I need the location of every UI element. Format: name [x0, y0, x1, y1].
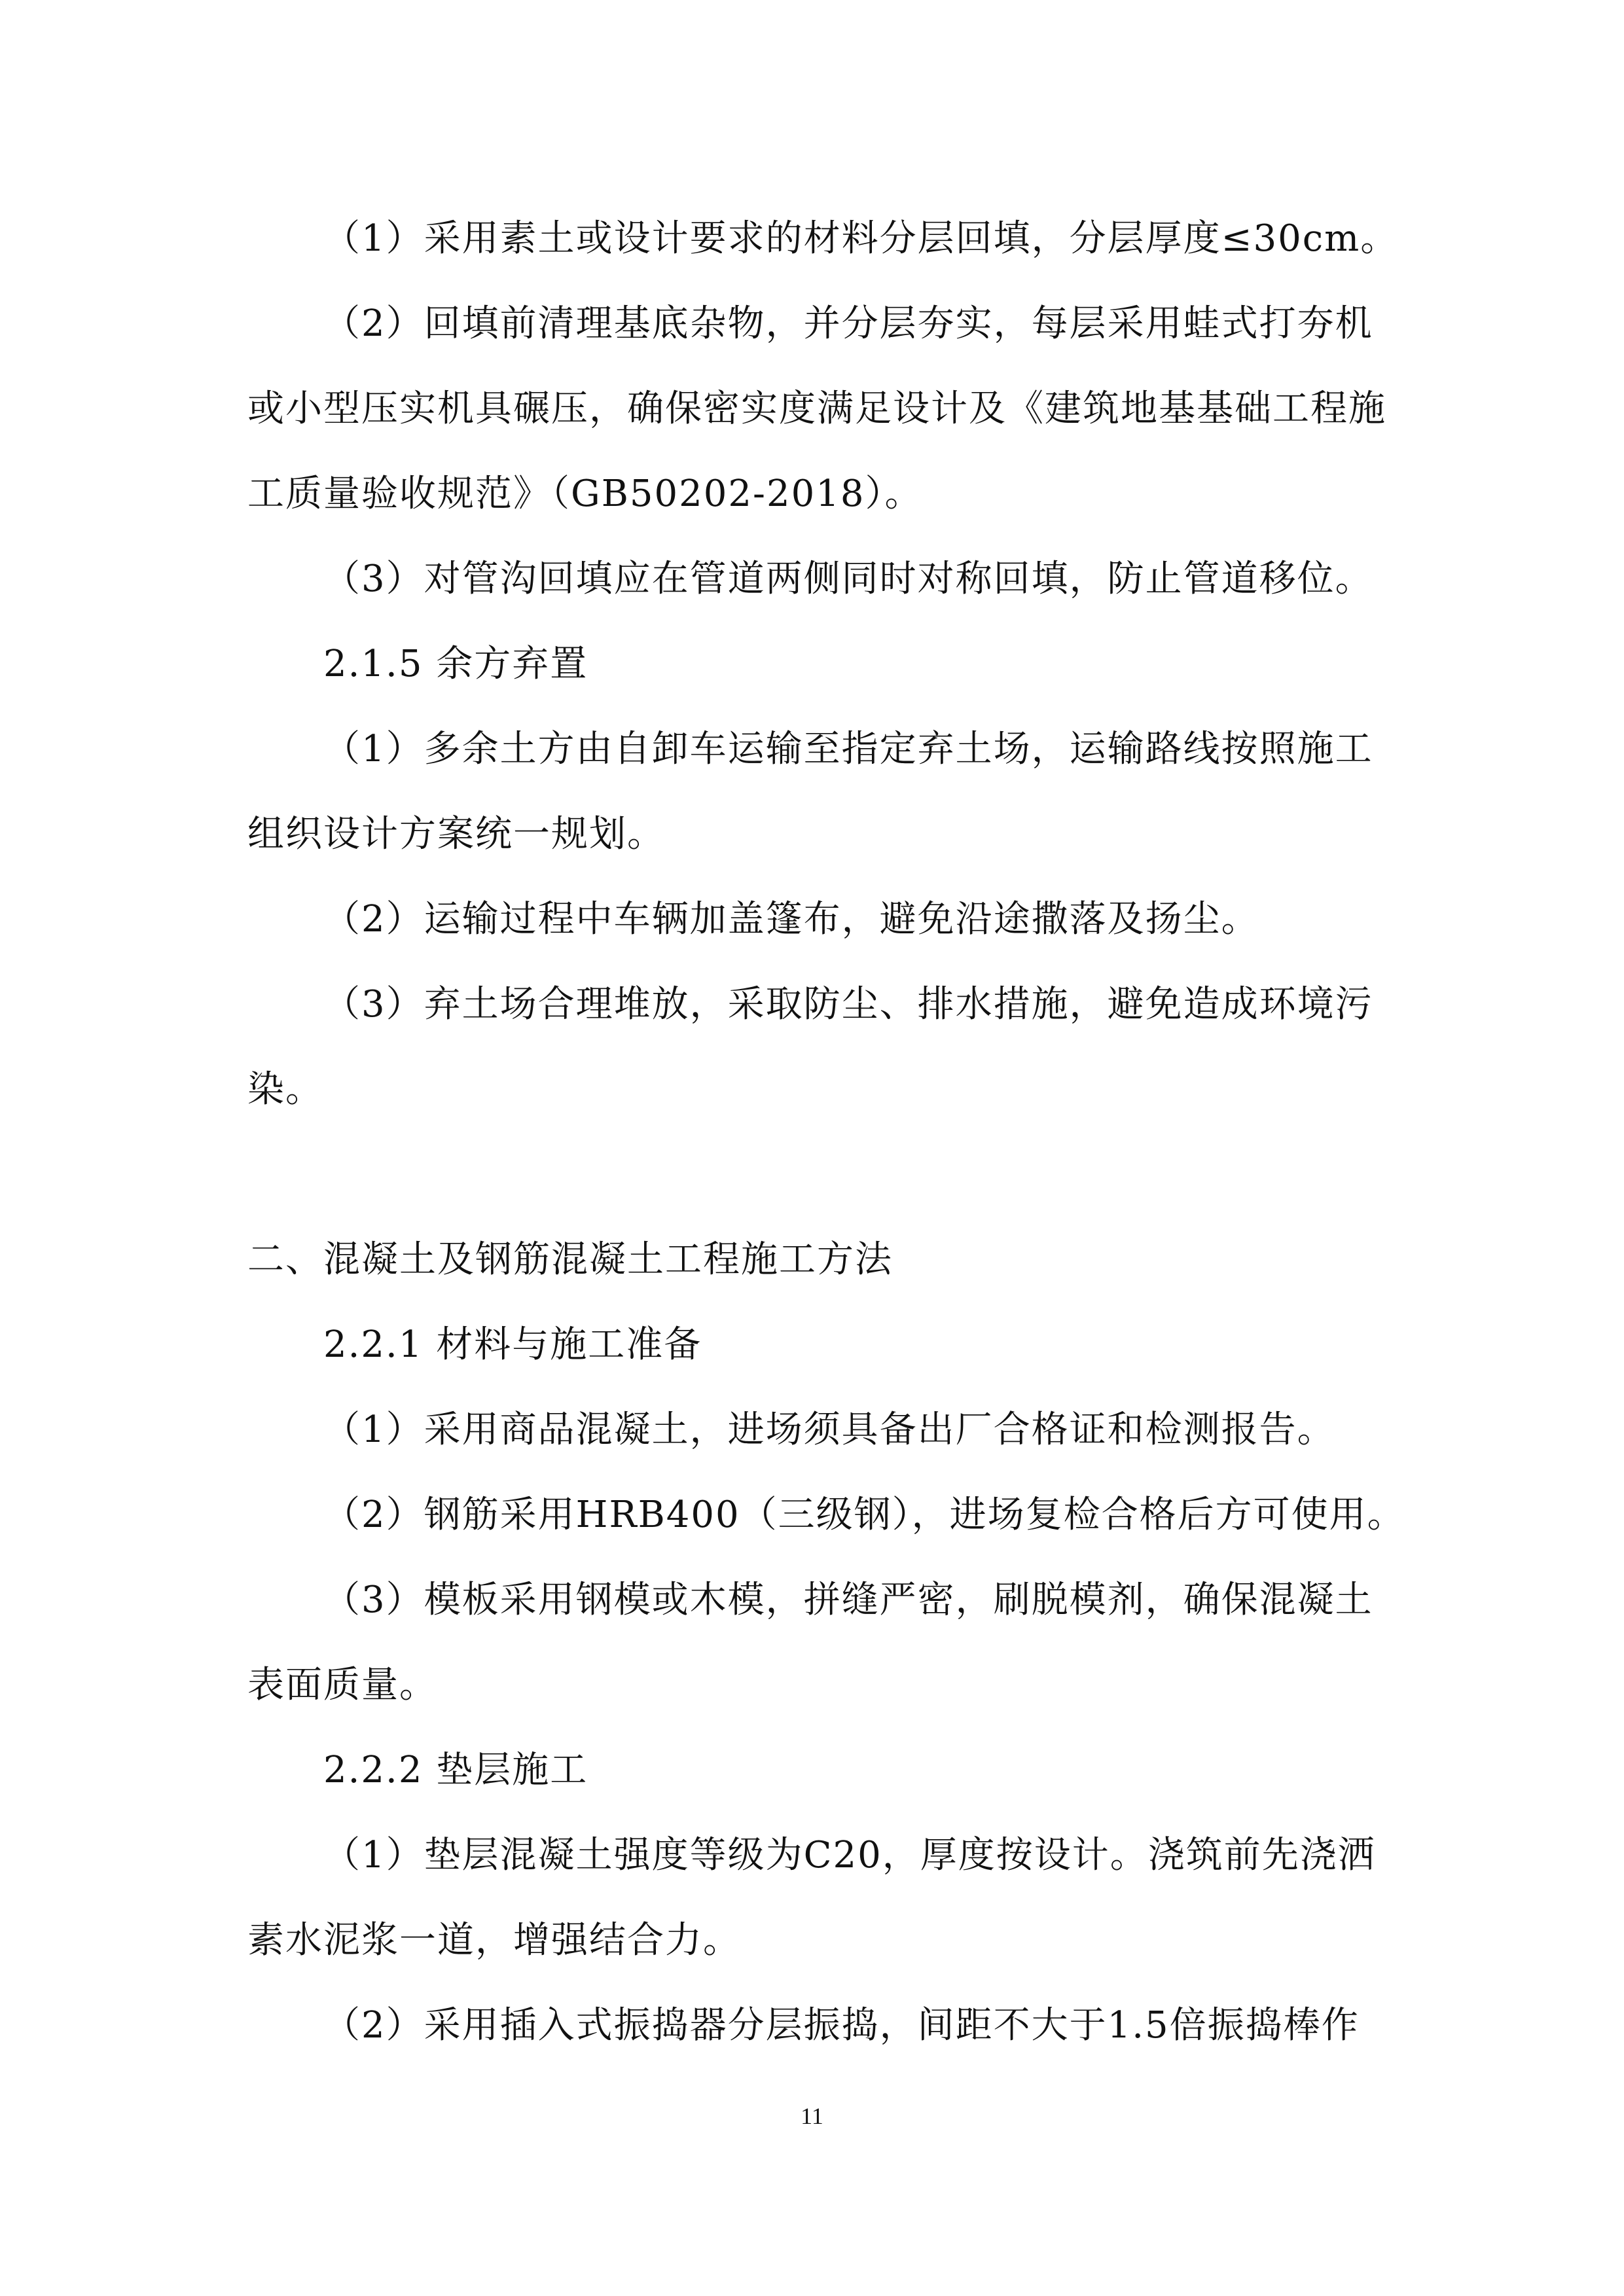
paragraph-line: 素水泥浆一道，增强结合力。 [247, 1919, 741, 1962]
section-heading: 2.2.1 材料与施工准备 [323, 1323, 702, 1366]
paragraph-line: （2）回填前清理基底杂物，并分层夯实，每层采用蛙式打夯机 [323, 302, 1373, 345]
paragraph-line: （3）弃土场合理堆放，采取防尘、排水措施，避免造成环境污 [323, 983, 1373, 1026]
paragraph-line: 工质量验收规范》（GB50202-2018）。 [247, 473, 923, 515]
paragraph-line: 或小型压实机具碾压，确保密实度满足设计及《建筑地基基础工程施 [247, 387, 1386, 430]
paragraph-line: （2）运输过程中车辆加盖篷布，避免沿途撒落及扬尘。 [323, 898, 1259, 941]
paragraph-line: 组织设计方案统一规划。 [247, 813, 665, 855]
document-body [247, 196, 1405, 2068]
paragraph-line: （2）采用插入式振捣器分层振捣，间距不大于1.5倍振捣棒作 [323, 2004, 1360, 2047]
paragraph-line: （3）对管沟回填应在管道两侧同时对称回填，防止管道移位。 [323, 558, 1373, 600]
paragraph-line: （2）钢筋采用HRB400（三级钢），进场复检合格后方可使用。 [323, 1494, 1405, 1536]
paragraph-gap [247, 1132, 1399, 1217]
paragraph-line: （1）采用商品混凝土，进场须具备出厂合格证和检测报告。 [323, 1408, 1335, 1451]
paragraph-line: 染。 [247, 1068, 323, 1111]
paragraph-line: （1）采用素土或设计要求的材料分层回填，分层厚度≤30cm。 [323, 217, 1399, 260]
paragraph-line: 表面质量。 [247, 1664, 437, 1706]
page-number: 11 [801, 2103, 823, 2129]
chapter-heading: 二、混凝土及钢筋混凝土工程施工方法 [247, 1238, 893, 1281]
paragraph-line: （1）多余土方由自卸车运输至指定弃土场，运输路线按照施工 [323, 728, 1373, 770]
paragraph-line: （3）模板采用钢模或木模，拼缝严密，刷脱模剂，确保混凝土 [323, 1579, 1373, 1621]
section-heading: 2.1.5 余方弃置 [323, 643, 588, 685]
paragraph-line: （1）垫层混凝土强度等级为C20，厚度按设计。浇筑前先浇洒 [323, 1834, 1376, 1876]
section-heading: 2.2.2 垫层施工 [323, 1749, 588, 1791]
